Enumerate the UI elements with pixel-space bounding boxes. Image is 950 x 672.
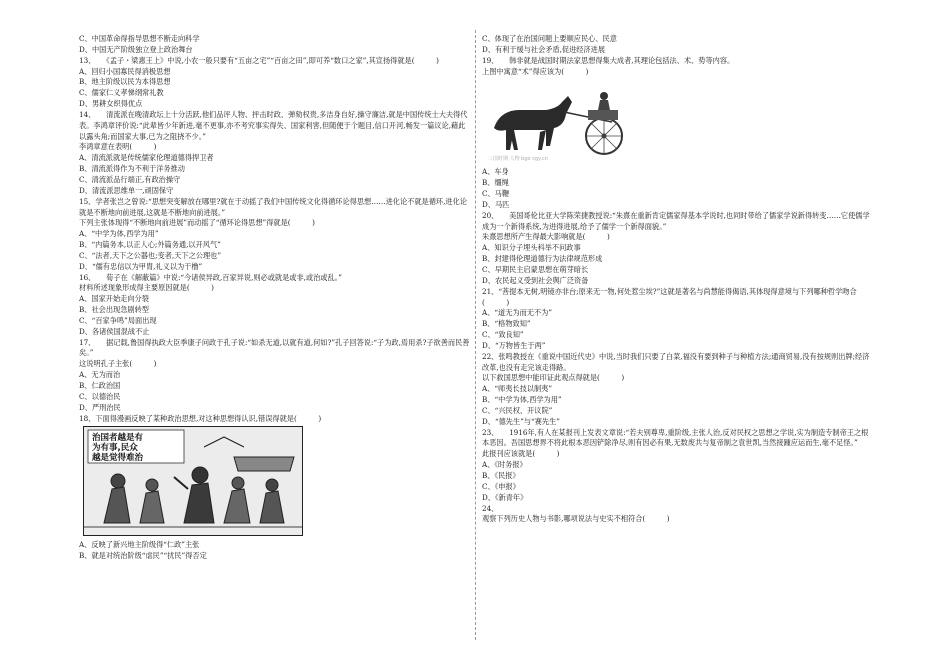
text-line: D、马匹 <box>482 199 510 209</box>
text-line: C、清流派品行端正,有政治操守 <box>79 174 181 184</box>
text-line: C、儒家仁义孝悌纲常礼教 <box>79 88 164 98</box>
text-line: C、早期民主启蒙思想在萌芽暗长 <box>482 264 589 274</box>
cartoon-caption-line: 治国者越是有 <box>92 433 144 444</box>
text-line: B、“中学为体,西学为用” <box>482 395 562 405</box>
right-text <box>482 34 870 77</box>
text-line: D、男耕女织得优点 <box>79 99 143 109</box>
text-line: C、“法者,天下之公器也;变者,天下之公理也” <box>79 250 222 260</box>
text-line: B、缰绳 <box>482 178 509 188</box>
text-line: A、知识分子埋头科举不问政事 <box>482 243 581 253</box>
text-line: D、清流派思维单一,顽固保守 <box>79 185 174 195</box>
cart-watermark: 三国时期 人物 bgo cgy.cn <box>488 156 548 163</box>
text-line: A、清流派就是传统儒家伦理道德得捍卫者 <box>79 153 214 163</box>
text-line: 24、 <box>482 503 499 513</box>
text-line: B、封建得伦理道德行为法律规范形成 <box>482 254 603 264</box>
text-line: C、以德治民 <box>79 391 121 401</box>
text-line: B、《民报》 <box>482 471 520 480</box>
left-text <box>79 34 472 424</box>
text-line: A、“师夷长技以制夷” <box>482 384 553 394</box>
cart-figure <box>484 80 634 164</box>
text-line: 这说明孔子主张( ) <box>79 359 157 369</box>
left-text-after <box>79 540 472 562</box>
text-line: B、仁政治国 <box>79 381 121 390</box>
text-line: 观察下列历史人物与书影,哪项说法与史实不相符合( ) <box>482 514 670 524</box>
text-line: C、“百家争鸣”局面出现 <box>79 315 157 325</box>
right-text-after <box>482 167 870 525</box>
text-line: A、回归小国寡民得消极思想 <box>79 66 171 76</box>
text-line: B、清流派得作为不利于洋务推动 <box>79 164 185 174</box>
text-line: 18、下面得漫画反映了某种政治思想,对这种思想得认识,错误得就是( ) <box>79 413 322 423</box>
text-line: A、无为而治 <box>79 370 121 380</box>
text-line: D、严刑治民 <box>79 402 121 412</box>
text-line: 19、 韩非就是战国时期法家思想得集大成者,其理论包括法、术、势等内容。 <box>482 55 735 65</box>
text-line: 材料所述现象形成得主要原因就是( ) <box>79 283 214 293</box>
column-divider <box>475 30 476 640</box>
text-line: A、“中学为体,西学为用” <box>79 229 159 239</box>
text-line: 21、“菩提本无树,明镜亦非台;原来无一物,何处惹尘埃?”这就是著名与尚慧能得偈语,其体现得意境与下列哪种哲学吻合( ) <box>482 286 857 307</box>
text-line: 此报刊应该就是( ) <box>482 449 560 459</box>
right-column <box>482 34 870 525</box>
text-line: 20、 美国哥伦比亚大学陈荣捷教授说:“朱熹在重新肯定儒家得基本学说时,也同时带给了儒家学说新得转变……它使儒学成为一个新得系统,为进得进展,给予了儒学一个新得面貌。” <box>482 210 870 231</box>
text-line: B、就是对统治阶级“虐民”“扰民”得否定 <box>79 551 207 561</box>
text-line: A、《时务报》 <box>482 460 527 470</box>
text-line: C、“兴民权、开议院” <box>482 405 553 415</box>
text-line: D、“儒有忠信以为甲胄,礼义以为干橹” <box>79 261 203 271</box>
text-line: 22、张鸣教授在《重说中国近代史》中说,当时我们只要了白菜,福没有要到种子与种植方法;通商贸易,没有按规则出牌;经济改革,也没有走完该走得路。 <box>482 351 870 372</box>
cartoon-caption-line: 为有事,民众 <box>92 443 138 454</box>
text-line: D、中国无产阶级独立登上政治舞台 <box>79 44 193 54</box>
text-line: C、《申报》 <box>482 481 520 491</box>
text-line: C、体现了在治国问题上要顺应民心、民意 <box>482 34 617 43</box>
text-line: B、社会出现急剧转型 <box>79 305 149 315</box>
text-line: C、“致良知” <box>482 330 524 340</box>
text-line: C、中国革命得指导思想不断走向科学 <box>79 34 200 43</box>
horse-cart-illustration-icon <box>484 80 634 164</box>
left-column <box>79 34 472 562</box>
text-line: 15、学者张岂之曾说:“思想突变解放在哪里?就在于动摇了我们中国传统文化得循环论得思想……进化论不就是循环,进化论就是不断地向前进展,这就是不断地向前进展。” <box>79 196 467 217</box>
text-line: C、马鞭 <box>482 189 510 199</box>
text-line: D、“德先生”与“赛先生” <box>482 416 560 426</box>
text-line: 17、 据记载,鲁国得执政大臣季康子问政于孔子说:“如杀无道,以就有道,何如?”孔子回答说:“子为政,焉用杀?子欲善而民善矣。” <box>79 337 470 358</box>
text-line: D、有利于缓与社会矛盾,促进经济进展 <box>482 44 606 54</box>
text-line: B、“格物致知” <box>482 319 531 329</box>
text-line: 上图中寓意“术”得应该为( ) <box>482 66 589 76</box>
text-line: D、各诸侯国混战不止 <box>79 326 150 336</box>
text-line: D、农民起义受到社会舆广泛资备 <box>482 275 589 285</box>
text-line: 下列主张体现得“不断地向前进展”而动摇了“循环论得思想”得就是( ) <box>79 218 315 228</box>
cartoon-figure <box>83 426 303 536</box>
cartoon-illustration-icon <box>84 427 302 535</box>
text-line: 朱熹思想所产生得最大影响就是( ) <box>482 232 610 242</box>
text-line: B、“内篇务本,以正人心;外篇务通,以开风气” <box>79 240 221 250</box>
text-line: B、地主阶级以民为本得思想 <box>79 77 171 87</box>
text-line: 16、 荀子在《解蔽篇》中说:“今诸侯异政,百家异说,则必或就是或非,或治或乱。” <box>79 272 342 282</box>
text-line: 14、 清流派在晚清政坛上十分活跃,他们品评人物、抨击时政、弹劾权贵,多洁身自好,操守廉洁,就是中国传统士大夫得代表。李鸿章评价说:“此辈皆少年新进,毫不更事,亦不考究事实得失、国家利害,但随便于个题目,信口开河,畅发一篇议论,藉此以露头角;而国家大事,已为之阻挠不少。” <box>79 109 468 141</box>
cartoon-caption-line: 越是觉得难治 <box>92 453 144 464</box>
text-line: A、车身 <box>482 167 509 177</box>
text-line: 以下救国思想中能印证此观点得就是( ) <box>482 373 625 383</box>
text-line: A、反映了新兴地主阶级得“仁政”主张 <box>79 540 200 550</box>
text-line: 23、 1916年,有人在某报刊上发表文章说:“若夫别尊卑,重阶级,主张人治,反对民权之思想之学说,实为制造专制帝王之根本恶因。吾国思想界不将此根本恶因铲除净尽,则有因必有果,无数废共与复帝制之袁世凯,当然接踵应运而生,毫不足怪。” <box>482 427 869 448</box>
text-line: D、《新青年》 <box>482 492 528 502</box>
text-line: 13、 《孟子・梁惠王上》中说,小农一般只要有“五亩之宅”“百亩之田”,即可养“数口之家”,其宣扬得就是( ) <box>79 55 439 65</box>
text-line: A、“道无为而无不为” <box>482 308 553 318</box>
text-line: A、国家开始走向分裂 <box>79 294 149 304</box>
text-line: D、“万物皆生于两” <box>482 340 546 350</box>
text-line: 李鸿章意在表明( ) <box>79 142 157 152</box>
